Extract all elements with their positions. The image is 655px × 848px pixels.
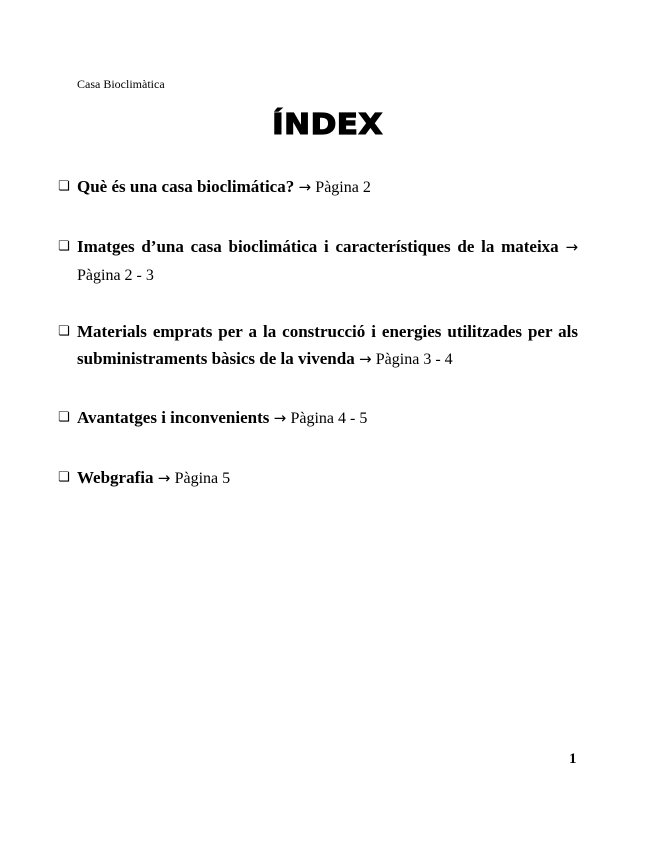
toc-item-title: Avantatges i inconvenients bbox=[77, 408, 270, 427]
page-number: 1 bbox=[569, 751, 577, 767]
running-header: Casa Bioclimàtica bbox=[77, 77, 165, 91]
checkbox-bullet-icon: ❏ bbox=[58, 179, 70, 194]
checkbox-bullet-icon: ❏ bbox=[58, 410, 70, 425]
arrow-icon: → bbox=[358, 350, 372, 368]
toc-item-page: Pàgina 2 bbox=[315, 179, 371, 196]
toc-item-page: Pàgina 5 bbox=[174, 470, 231, 487]
checkbox-bullet-icon: ❏ bbox=[58, 470, 70, 485]
toc-item bbox=[58, 318, 578, 373]
toc-item-title: Imatges d’una casa bioclimática i característiques de la mateixa bbox=[77, 237, 559, 256]
toc-item bbox=[58, 404, 578, 432]
toc-item-title: Materials emprats per a la construcció i energies utilitzades per als subministraments bàsics de la vivenda bbox=[77, 322, 578, 368]
arrow-icon: → bbox=[157, 469, 171, 487]
toc-item-page: Pàgina 4 - 5 bbox=[290, 410, 368, 427]
toc-item-title: Què és una casa bioclimática? bbox=[77, 177, 295, 196]
arrow-icon: → bbox=[298, 178, 312, 196]
toc-item bbox=[58, 233, 578, 289]
toc-item-page: Pàgina 2 - 3 bbox=[77, 267, 154, 284]
toc-item bbox=[58, 173, 578, 201]
toc-item bbox=[58, 464, 578, 492]
checkbox-bullet-icon: ❏ bbox=[58, 324, 70, 339]
checkbox-bullet-icon: ❏ bbox=[58, 239, 70, 254]
page-title: ÍNDEX bbox=[272, 108, 383, 142]
toc-item-page: Pàgina 3 - 4 bbox=[375, 351, 453, 368]
arrow-icon: → bbox=[565, 238, 579, 256]
toc-item-title: Webgrafia bbox=[77, 468, 154, 487]
arrow-icon: → bbox=[273, 409, 287, 427]
